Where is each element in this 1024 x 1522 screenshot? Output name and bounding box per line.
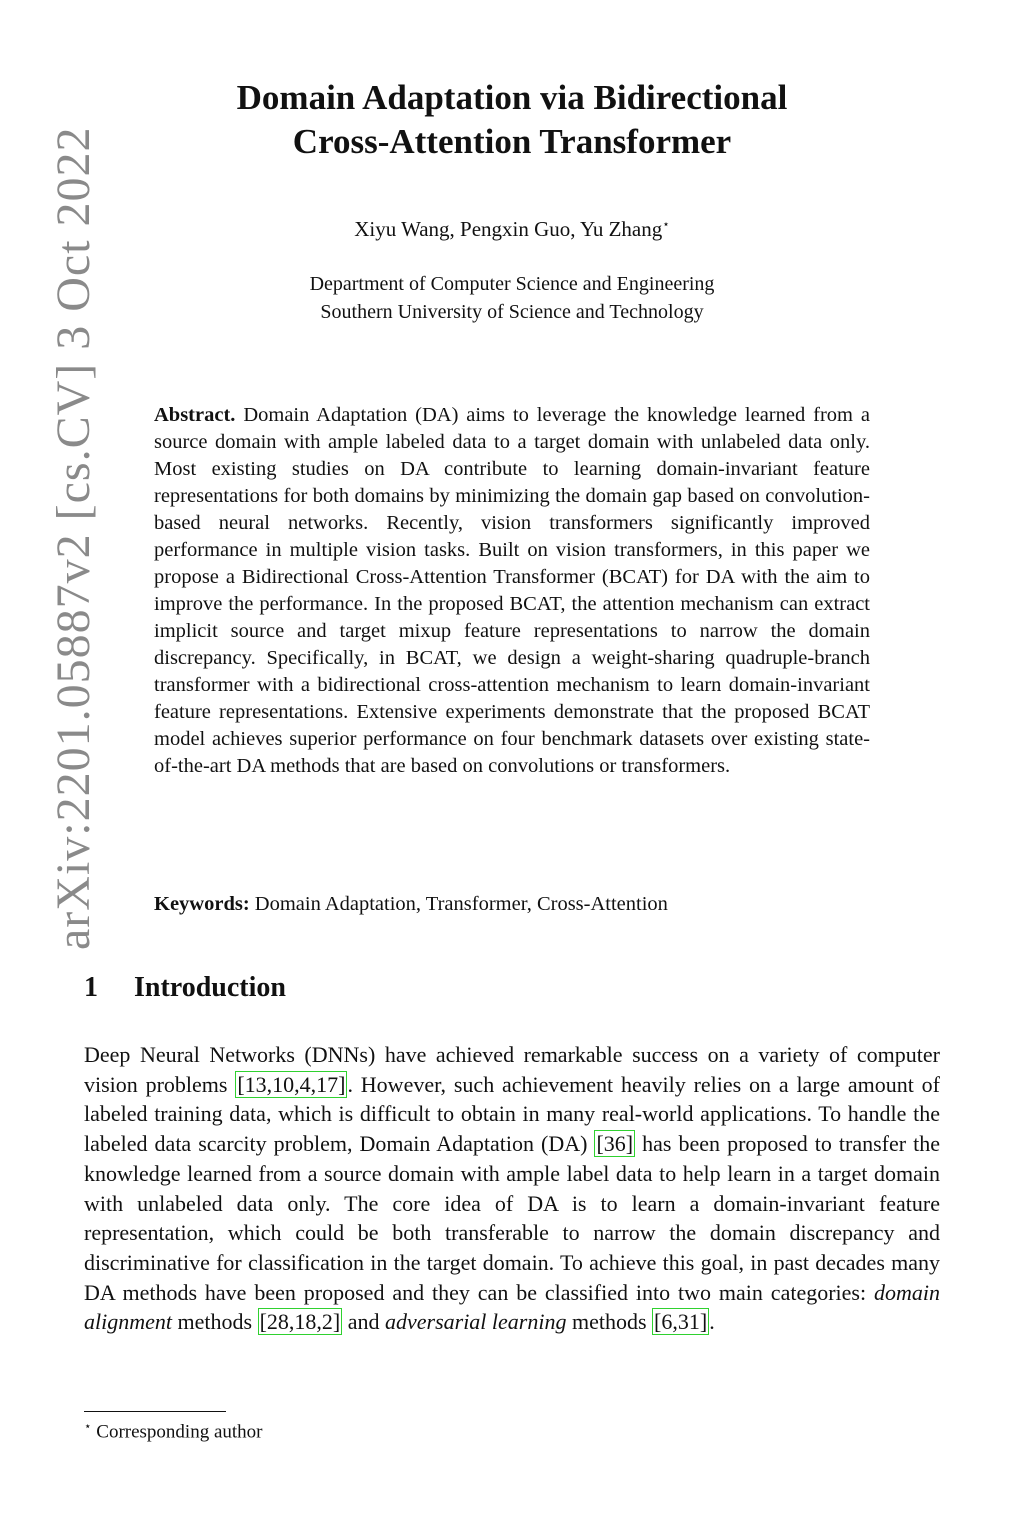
author-mark: ⋆	[662, 217, 670, 231]
citation-link[interactable]: [13,10,4,17]	[237, 1071, 346, 1097]
section-number: 1	[84, 972, 98, 1003]
section-title: Introduction	[134, 972, 286, 1003]
author-names: Xiyu Wang, Pengxin Guo, Yu Zhang	[354, 217, 663, 241]
emphasis-adversarial-learning: adversarial learning	[384, 1309, 567, 1335]
section-heading	[84, 972, 286, 1004]
title-line-1: Domain Adaptation via Bidirectional	[236, 78, 788, 117]
intro-paragraph	[84, 1040, 940, 1337]
affiliation-line-1: Department of Computer Science and Engineering	[309, 273, 715, 295]
paper-title	[120, 76, 904, 164]
affiliation-line-2: Southern University of Science and Technology	[320, 301, 704, 323]
intro-text-2: . However, such achievement heavily relies on a large amount of labeled training data, which is difficult to obtain in many real-world applications. To handle the labeled data scarcity problem, Domain Adaptation (DA)	[84, 1071, 940, 1157]
citation-link[interactable]: [28,18,2]	[259, 1309, 341, 1335]
citation-link[interactable]: [36]	[596, 1131, 634, 1157]
arxiv-id-text: arXiv:2201.05887v2 [cs.CV] 3 Oct 2022	[47, 126, 100, 950]
intro-text-3: has been proposed to transfer the knowledge learned from a source domain with ample label data to help learn in a target domain with unlabeled data only. The core idea of DA is to learn a domain-invariant feature representation, which could be both transferable to narrow the domain discrepancy and discriminative for classification in the target domain. To achieve this goal, in past decades many DA methods have been proposed and they can be classified into two main categories:	[84, 1131, 940, 1305]
citation-link[interactable]: [6,31]	[654, 1309, 708, 1335]
intro-text-5: and	[342, 1309, 385, 1335]
abstract	[154, 402, 870, 780]
intro-text-7: .	[709, 1309, 715, 1335]
footnote-text: Corresponding author	[96, 1421, 263, 1443]
emphasis-domain-alignment: domain alignment	[84, 1279, 940, 1335]
intro-text-1: Deep Neural Networks (DNNs) have achieved remarkable success on a variety of computer vision problems	[84, 1042, 940, 1097]
keywords	[154, 893, 870, 916]
abstract-text: Domain Adaptation (DA) aims to leverage the knowledge learned from a source domain with ample labeled data to a target domain with unlabeled data only. Most existing studies on DA contribute to learning domain-invariant feature representations for both domains by minimizing the domain gap based on convolution-based neural networks. Recently, vision transformers significantly improved performance in multiple vision tasks. Built on vision transformers, in this paper we propose a Bidirectional Cross-Attention Transformer (BCAT) for DA with the aim to improve the performance. In the proposed BCAT, the attention mechanism can extract implicit source and target mixup feature representations to narrow the domain discrepancy. Specifically, in BCAT, we design a weight-sharing quadruple-branch transformer with a bidirectional cross-attention mechanism to learn domain-invariant feature representations. Extensive experiments demonstrate that the proposed BCAT model achieves superior performance on four benchmark datasets over existing state-of-the-art DA methods that are based on convolutions or transformers.	[154, 404, 870, 777]
keywords-label: Keywords:	[154, 893, 250, 915]
abstract-label: Abstract.	[154, 404, 236, 426]
intro-text-6: methods	[566, 1309, 653, 1335]
keywords-text: Domain Adaptation, Transformer, Cross-Attention	[254, 893, 668, 915]
title-line-2: Cross-Attention Transformer	[292, 122, 732, 161]
footnote-divider	[84, 1411, 226, 1412]
authors	[120, 217, 904, 242]
affiliation	[120, 270, 904, 326]
intro-text-4: methods	[172, 1309, 258, 1335]
footnote	[84, 1419, 263, 1443]
footnote-mark: ⋆	[84, 1419, 92, 1433]
